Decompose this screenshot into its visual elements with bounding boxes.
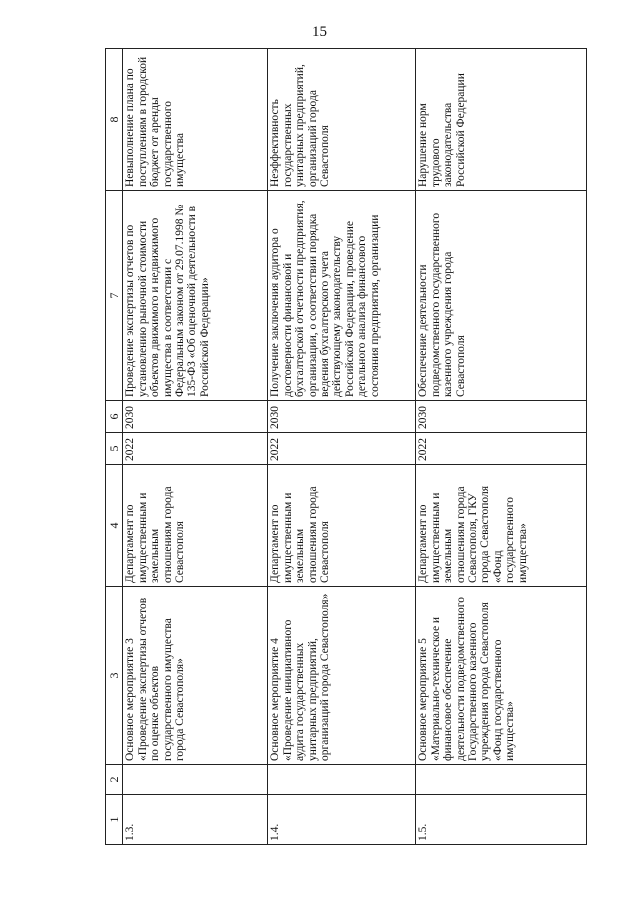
activity-cell: Основное мероприятие 3 «Проведение экспертизы отчетов по оценке объектов государственного имущества города Севастополя» (123, 587, 268, 765)
consequence-cell: Нарушение норм трудового законодательства Российской Федерации (416, 49, 587, 191)
start-year-cell: 2022 (268, 433, 416, 465)
header-cell: 8 (106, 49, 123, 191)
header-cell: 2 (106, 765, 123, 795)
header-cell: 4 (106, 465, 123, 587)
start-year-cell: 2022 (416, 433, 587, 465)
table-row (268, 49, 416, 845)
measures-table (105, 48, 587, 845)
rotated-table-container (105, 49, 585, 845)
table-row (416, 49, 587, 845)
activity-cell: Основное мероприятие 4 «Проведение инициативного аудита государственных унитарных предприятий, организаций города Севастополя» (268, 587, 416, 765)
table-row (123, 49, 268, 845)
page-number: 15 (312, 24, 327, 40)
header-cell: 3 (106, 587, 123, 765)
executor-cell: Департамент по имущественным и земельным отношениям города Севастополя (268, 465, 416, 587)
row-col2-cell (123, 765, 268, 795)
result-cell: Обеспечение деятельности подведомственного государственного казенного учреждения города Севастополя (416, 191, 587, 401)
header-cell: 1 (106, 795, 123, 845)
result-cell: Проведение экспертизы отчетов по установлению рыночной стоимости объектов движимого и недвижимого имущества в соответствии с Федеральным законом от 29.07.1998 № 135-ФЗ «Об оценочной деятельности в Российской Федерации» (123, 191, 268, 401)
result-cell: Получение заключения аудитора о достоверности финансовой и бухгалтерской отчетности предприятия, организации, о соответствии порядка ведения бухгалтерского учета действующему законодательству Российской Федерации, проведение детального анализа финансового состояния предприятия, организации (268, 191, 416, 401)
row-number-cell: 1.3. (123, 795, 268, 845)
row-col2-cell (268, 765, 416, 795)
end-year-cell: 2030 (268, 401, 416, 433)
end-year-cell: 2030 (416, 401, 587, 433)
start-year-cell: 2022 (123, 433, 268, 465)
header-cell: 7 (106, 191, 123, 401)
row-number-cell: 1.4. (268, 795, 416, 845)
consequence-cell: Невыполнение плана по поступлениям в городской бюджет от аренды государственного имущества (123, 49, 268, 191)
consequence-cell: Неэффективность государственных унитарных предприятий, организаций города Севастополя (268, 49, 416, 191)
table-header-row (106, 49, 123, 845)
end-year-cell: 2030 (123, 401, 268, 433)
executor-cell: Департамент по имущественным и земельным отношениям города Севастополя, ГКУ города Севастополя «Фонд государственного имущества» (416, 465, 587, 587)
activity-cell: Основное мероприятие 5 «Материально-техническое и финансовое обеспечение деятельности подведомственного Государственного казенного учреждения города Севастополя «Фонд государственного имущества» (416, 587, 587, 765)
header-cell: 6 (106, 401, 123, 433)
header-cell: 5 (106, 433, 123, 465)
executor-cell: Департамент по имущественным и земельным отношениям города Севастополя (123, 465, 268, 587)
row-number-cell: 1.5. (416, 795, 587, 845)
row-col2-cell (416, 765, 587, 795)
